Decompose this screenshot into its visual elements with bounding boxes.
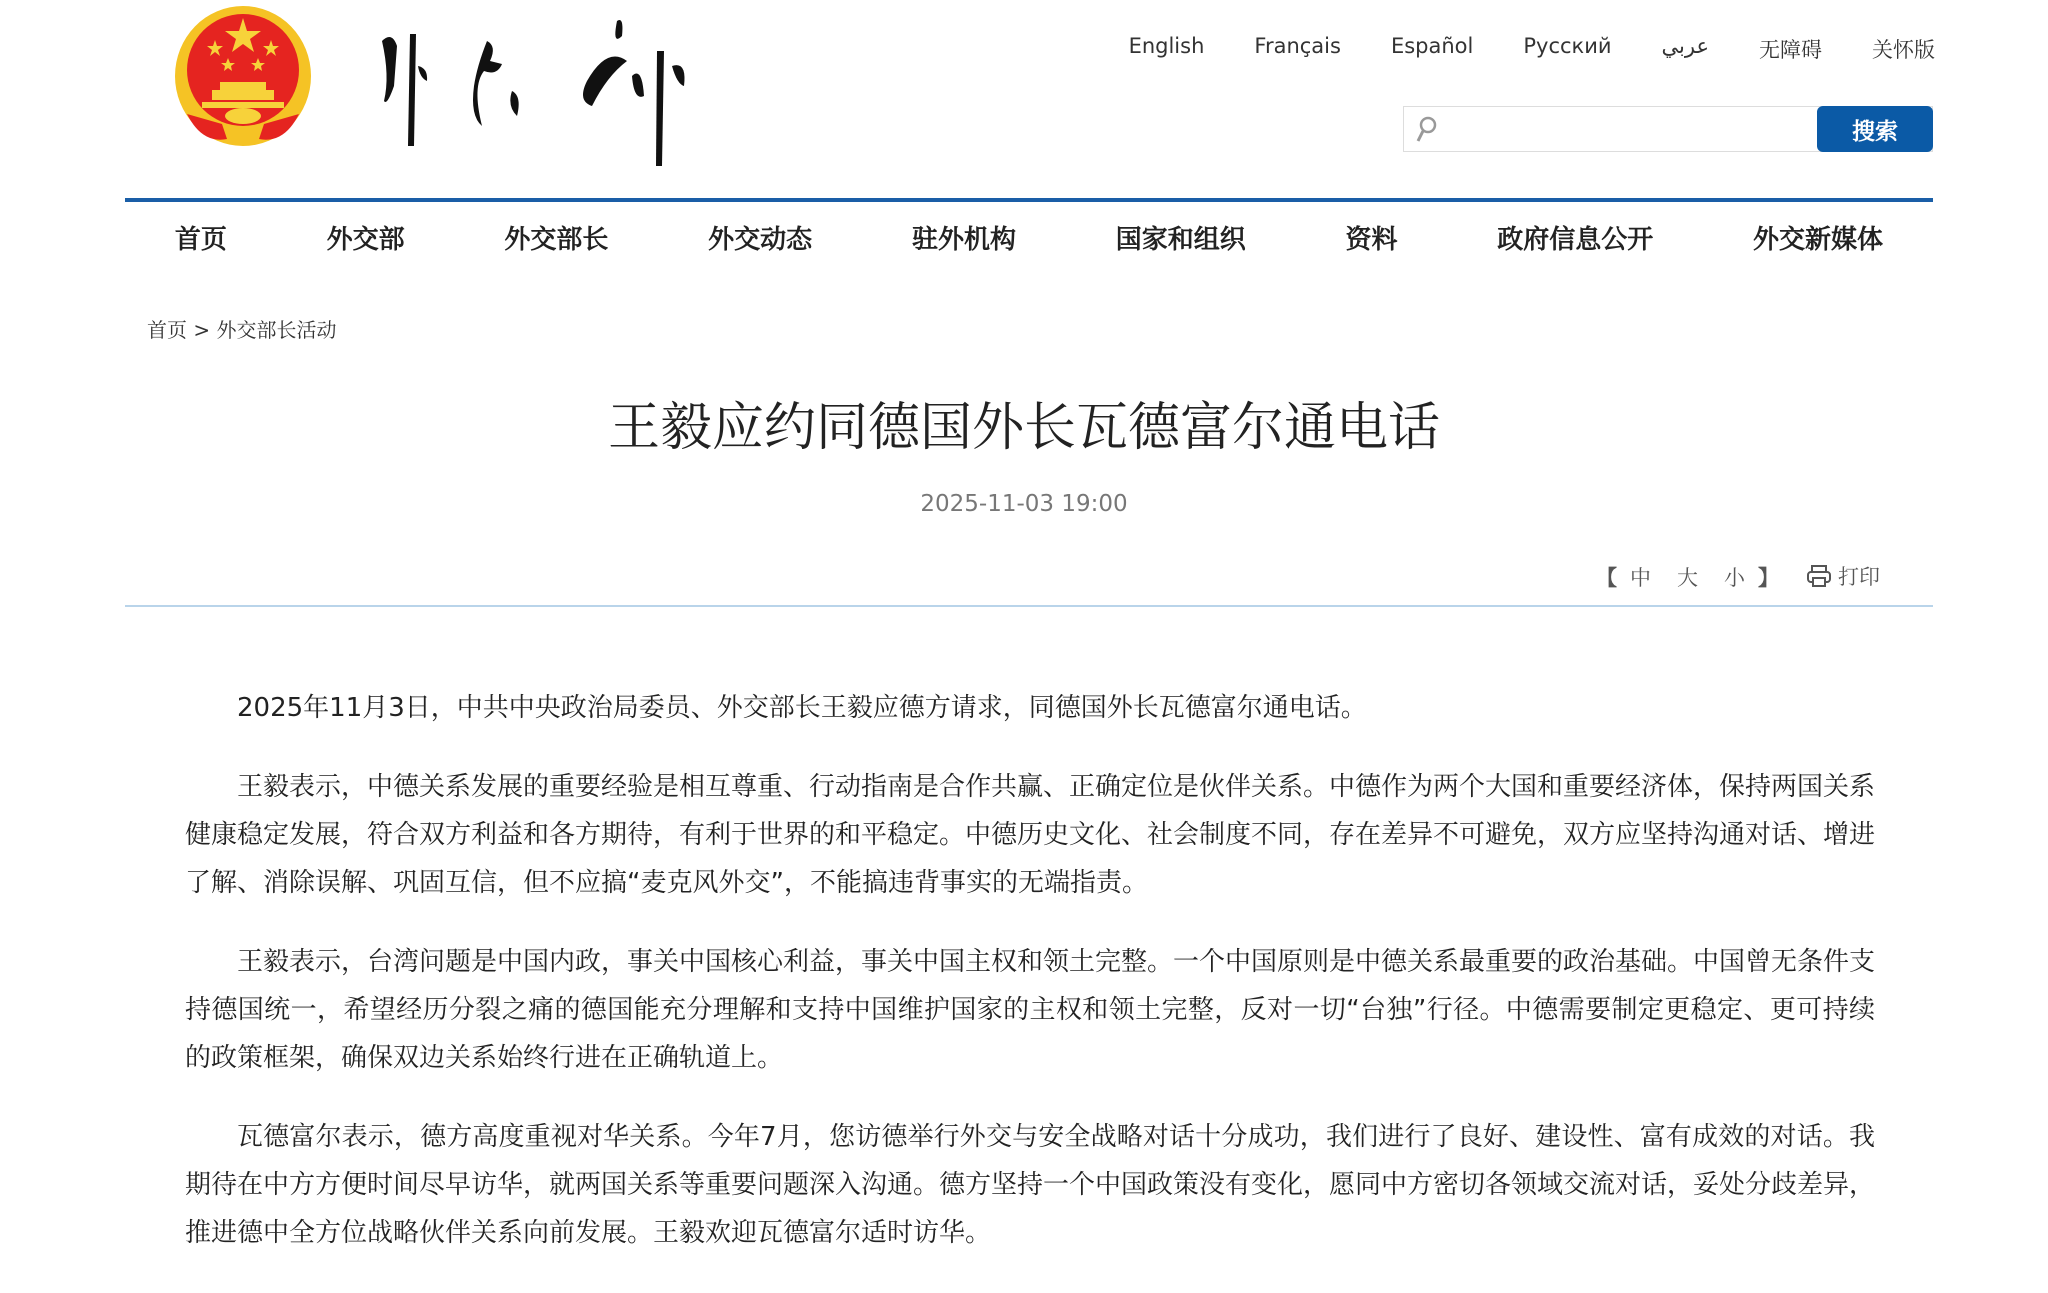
nav-new-media[interactable]: 外交新媒体 [1753, 225, 1884, 255]
search-box [1403, 106, 1933, 152]
nav-missions-abroad[interactable]: 驻外机构 [911, 225, 1016, 255]
article-paragraph: 王毅表示，台湾问题是中国内政，事关中国核心利益，事关中国主权和领土完整。一个中国原则是中德关系最重要的政治基础。中国曾无条件支持德国统一，希望经历分裂之痛的德国能充分理解和支持中国维护国家的主权和领土完整，反对一切“台独”行径。中德需要制定更稳定、更可持续的政策框架，确保双边关系始终行进在正确轨道上。 [185, 947, 1876, 1073]
bracket-open: 【 [1596, 566, 1617, 590]
print-button[interactable] [1806, 561, 1880, 591]
nav-government-info[interactable]: 政府信息公开 [1497, 225, 1654, 255]
article-divider [125, 605, 1933, 607]
search-button[interactable]: 搜索 [1817, 106, 1933, 152]
font-size-controls [1596, 562, 1779, 592]
breadcrumb-separator: > [187, 318, 217, 342]
nav-diplomatic-news[interactable]: 外交动态 [708, 225, 813, 255]
article-paragraph: 王毅表示，中德关系发展的重要经验是相互尊重、行动指南是合作共赢、正确定位是伙伴关系。中德作为两个大国和重要经济体，保持两国关系健康稳定发展，符合双方利益和各方期待，有利于世界的和平稳定。中德历史文化、社会制度不同，存在差异不可避免，双方应坚持沟通对话、增进了解、消除误解、巩固互信，但不应搞“麦克风外交”，不能搞违背事实的无端指责。 [185, 772, 1876, 898]
article-body [185, 684, 1875, 1288]
main-nav [125, 218, 1933, 262]
printer-icon [1806, 564, 1832, 588]
header-divider [125, 198, 1933, 202]
nav-home[interactable]: 首页 [174, 225, 227, 255]
nav-countries-organizations[interactable]: 国家和组织 [1115, 225, 1246, 255]
breadcrumb-current[interactable]: 外交部长活动 [216, 318, 337, 342]
font-size-medium[interactable]: 中 [1630, 566, 1651, 590]
lang-english-link[interactable]: English [1128, 34, 1205, 58]
nav-ministry[interactable]: 外交部 [326, 225, 405, 255]
nav-minister[interactable]: 外交部长 [504, 225, 609, 255]
national-emblem-logo[interactable] [172, 4, 314, 154]
breadcrumb [147, 314, 336, 343]
lang-french-link[interactable]: Français [1254, 34, 1341, 58]
nav-resources[interactable]: 资料 [1345, 225, 1398, 255]
article-paragraph: 瓦德富尔表示，德方高度重视对华关系。今年7月，您访德举行外交与安全战略对话十分成功，我们进行了良好、建设性、富有成效的对话。我期待在中方方便时间尽早访华，就两国关系等重要问题深入沟通。德方坚持一个中国政策没有变化，愿同中方密切各领域交流对话，妥处分歧差异，推进德中全方位战略伙伴关系向前发展。王毅欢迎瓦德富尔适时访华。 [185, 1122, 1876, 1248]
lang-spanish-link[interactable]: Español [1390, 34, 1474, 58]
lang-arabic-link[interactable]: عربي [1661, 34, 1709, 58]
search-input[interactable] [1448, 113, 1812, 147]
font-size-large[interactable]: 大 [1677, 566, 1698, 590]
article-title: 王毅应约同德国外长瓦德富尔通电话 [607, 398, 1440, 458]
language-links [1079, 34, 1935, 64]
ministry-calligraphy-logo[interactable] [372, 6, 712, 178]
font-size-small[interactable]: 小 [1724, 566, 1745, 590]
lang-russian-link[interactable]: Русский [1523, 34, 1612, 58]
print-label: 打印 [1838, 565, 1880, 589]
search-icon [1414, 115, 1438, 145]
breadcrumb-home[interactable]: 首页 [147, 318, 187, 342]
article-paragraph: 2025年11月3日，中共中央政治局委员、外交部长王毅应德方请求，同德国外长瓦德富尔通电话。 [237, 693, 1367, 723]
accessibility-link[interactable]: 无障碍 [1759, 38, 1822, 62]
elderly-mode-link[interactable]: 关怀版 [1872, 38, 1935, 62]
article-date: 2025-11-03 19:00 [920, 491, 1128, 517]
bracket-close: 】 [1758, 566, 1779, 590]
